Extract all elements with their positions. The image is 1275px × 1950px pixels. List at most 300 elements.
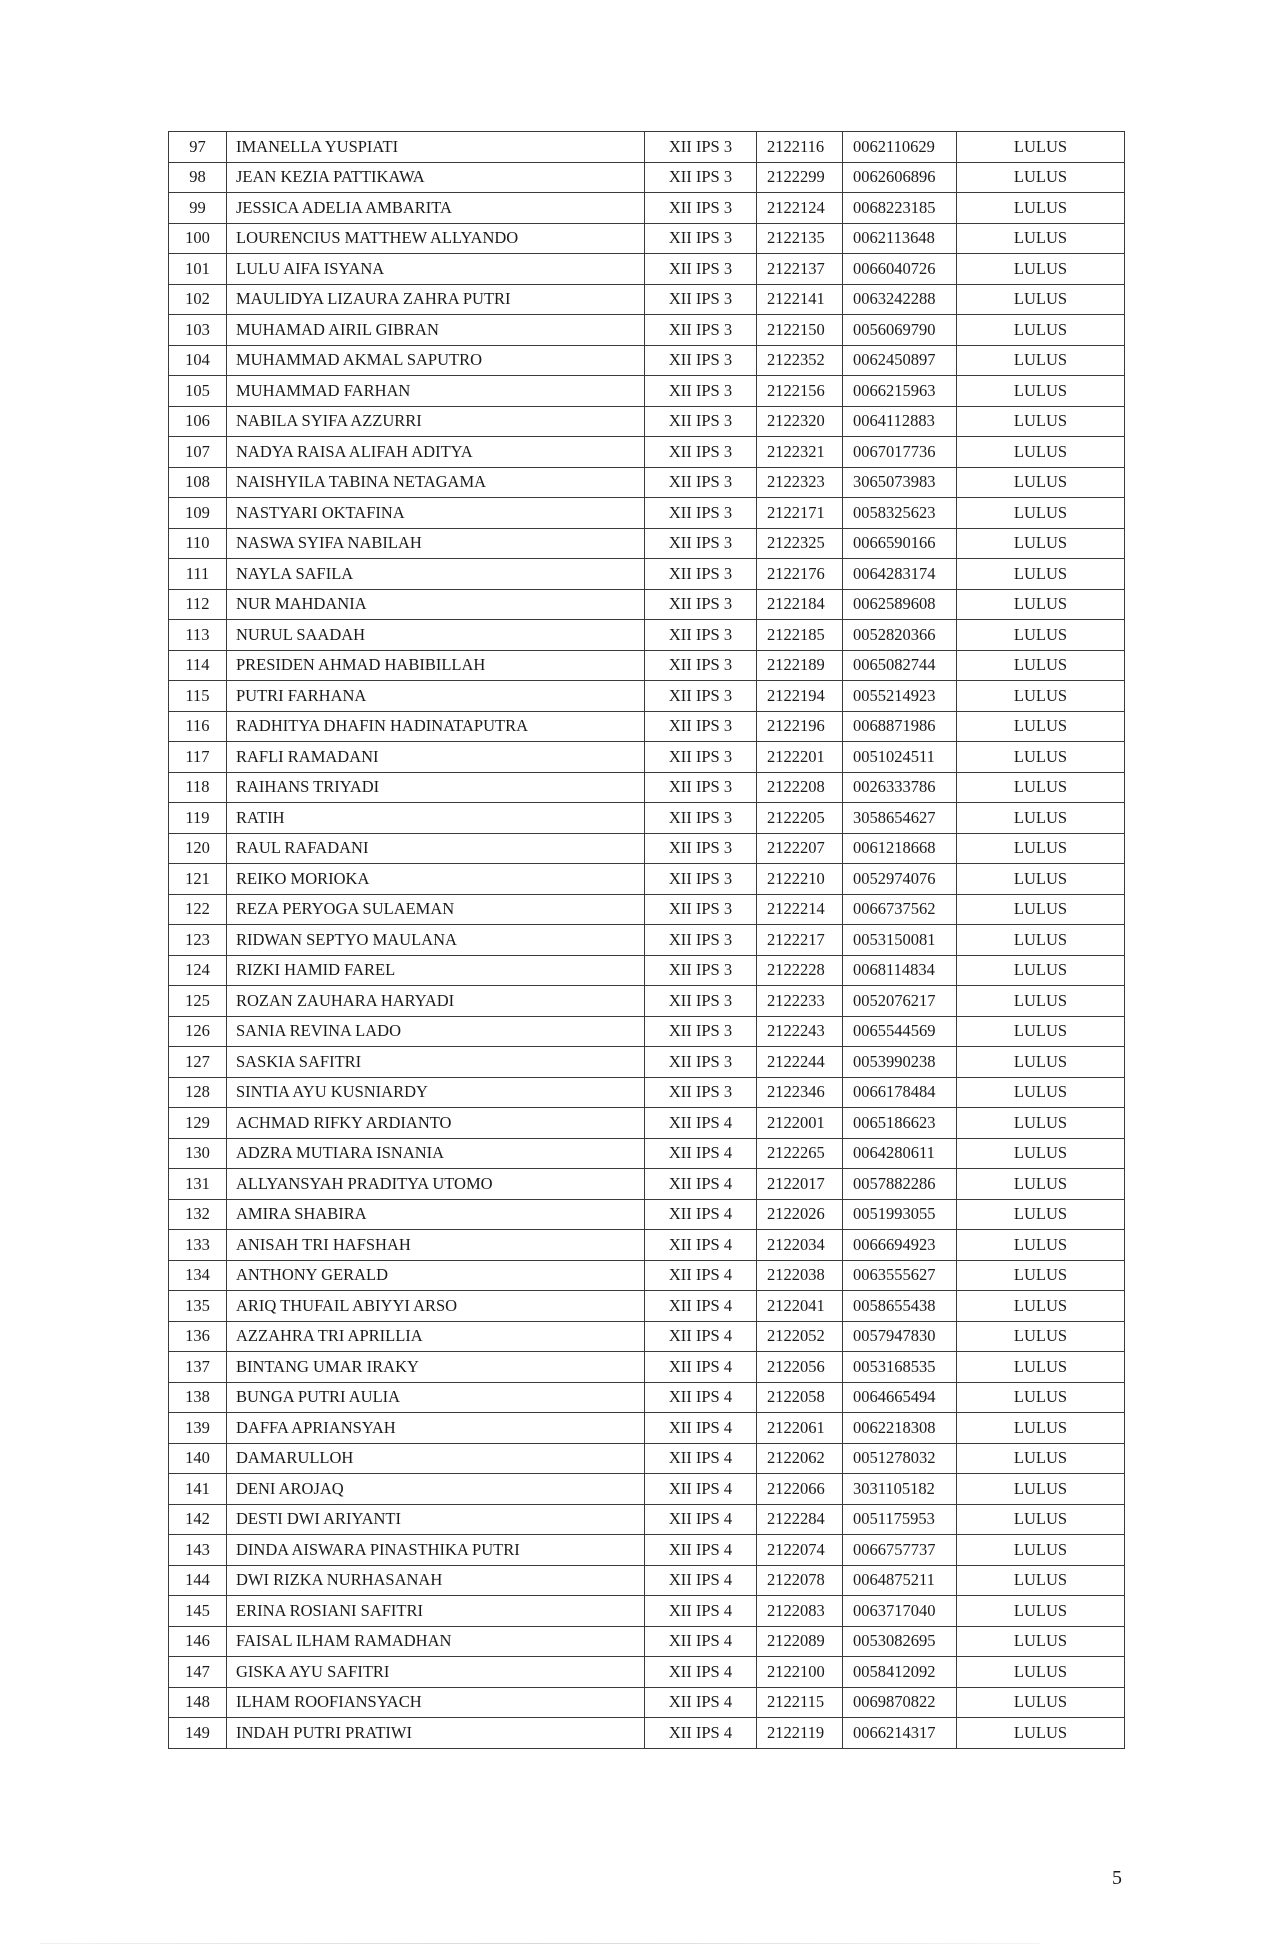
status-cell: LULUS: [957, 376, 1125, 407]
graduation-results-table: [168, 131, 1125, 1749]
page-number: 5: [1112, 1867, 1122, 1889]
class-cell: XII IPS 3: [645, 1047, 757, 1078]
row-number-cell: 115: [169, 681, 227, 712]
row-number-cell: 139: [169, 1413, 227, 1444]
nis-cell: 2122299: [757, 162, 843, 193]
status-cell: LULUS: [957, 132, 1125, 163]
row-number-cell: 142: [169, 1504, 227, 1535]
status-cell: LULUS: [957, 894, 1125, 925]
status-cell: LULUS: [957, 467, 1125, 498]
class-cell: XII IPS 4: [645, 1474, 757, 1505]
nis-cell: 2122217: [757, 925, 843, 956]
status-cell: LULUS: [957, 1718, 1125, 1749]
table-row: [169, 1138, 1125, 1169]
class-cell: XII IPS 4: [645, 1352, 757, 1383]
row-number-cell: 110: [169, 528, 227, 559]
status-cell: LULUS: [957, 772, 1125, 803]
status-cell: LULUS: [957, 498, 1125, 529]
status-cell: LULUS: [957, 223, 1125, 254]
table-row: [169, 1382, 1125, 1413]
student-name-cell: DAMARULLOH: [227, 1443, 645, 1474]
table-row: [169, 1047, 1125, 1078]
student-name-cell: ADZRA MUTIARA ISNANIA: [227, 1138, 645, 1169]
nis-cell: 2122214: [757, 894, 843, 925]
table-row: [169, 223, 1125, 254]
nisn-cell: 0062113648: [843, 223, 957, 254]
row-number-cell: 128: [169, 1077, 227, 1108]
table-row: [169, 772, 1125, 803]
student-name-cell: NUR MAHDANIA: [227, 589, 645, 620]
nisn-cell: 0058412092: [843, 1657, 957, 1688]
nisn-cell: 0061218668: [843, 833, 957, 864]
class-cell: XII IPS 4: [645, 1596, 757, 1627]
class-cell: XII IPS 4: [645, 1657, 757, 1688]
student-name-cell: ARIQ THUFAIL ABIYYI ARSO: [227, 1291, 645, 1322]
status-cell: LULUS: [957, 925, 1125, 956]
class-cell: XII IPS 4: [645, 1504, 757, 1535]
table-row: [169, 1260, 1125, 1291]
table-row: [169, 376, 1125, 407]
row-number-cell: 118: [169, 772, 227, 803]
student-name-cell: ANTHONY GERALD: [227, 1260, 645, 1291]
row-number-cell: 140: [169, 1443, 227, 1474]
table-row: [169, 254, 1125, 285]
nis-cell: 2122196: [757, 711, 843, 742]
table-row: [169, 1352, 1125, 1383]
nisn-cell: 0051024511: [843, 742, 957, 773]
class-cell: XII IPS 4: [645, 1138, 757, 1169]
row-number-cell: 108: [169, 467, 227, 498]
student-name-cell: REIKO MORIOKA: [227, 864, 645, 895]
class-cell: XII IPS 3: [645, 803, 757, 834]
nis-cell: 2122244: [757, 1047, 843, 1078]
class-cell: XII IPS 3: [645, 772, 757, 803]
nisn-cell: 0067017736: [843, 437, 957, 468]
table-row: [169, 437, 1125, 468]
table-row: [169, 681, 1125, 712]
row-number-cell: 130: [169, 1138, 227, 1169]
nis-cell: 2122100: [757, 1657, 843, 1688]
nis-cell: 2122184: [757, 589, 843, 620]
table-row: [169, 1504, 1125, 1535]
status-cell: LULUS: [957, 1565, 1125, 1596]
table-body: [169, 132, 1125, 1749]
nis-cell: 2122265: [757, 1138, 843, 1169]
nisn-cell: 0055214923: [843, 681, 957, 712]
nis-cell: 2122176: [757, 559, 843, 590]
status-cell: LULUS: [957, 1169, 1125, 1200]
nisn-cell: 0065544569: [843, 1016, 957, 1047]
nis-cell: 2122321: [757, 437, 843, 468]
nisn-cell: 0053990238: [843, 1047, 957, 1078]
student-name-cell: SINTIA AYU KUSNIARDY: [227, 1077, 645, 1108]
table-row: [169, 589, 1125, 620]
table-row: [169, 1535, 1125, 1566]
status-cell: LULUS: [957, 986, 1125, 1017]
table-row: [169, 1443, 1125, 1474]
class-cell: XII IPS 3: [645, 437, 757, 468]
table-row: [169, 650, 1125, 681]
nisn-cell: 3031105182: [843, 1474, 957, 1505]
row-number-cell: 123: [169, 925, 227, 956]
nisn-cell: 0058325623: [843, 498, 957, 529]
nis-cell: 2122078: [757, 1565, 843, 1596]
row-number-cell: 97: [169, 132, 227, 163]
nis-cell: 2122056: [757, 1352, 843, 1383]
nisn-cell: 0066178484: [843, 1077, 957, 1108]
class-cell: XII IPS 3: [645, 742, 757, 773]
status-cell: LULUS: [957, 528, 1125, 559]
student-name-cell: PRESIDEN AHMAD HABIBILLAH: [227, 650, 645, 681]
nis-cell: 2122320: [757, 406, 843, 437]
student-name-cell: ANISAH TRI HAFSHAH: [227, 1230, 645, 1261]
class-cell: XII IPS 4: [645, 1199, 757, 1230]
nis-cell: 2122210: [757, 864, 843, 895]
nisn-cell: 0052820366: [843, 620, 957, 651]
nis-cell: 2122201: [757, 742, 843, 773]
student-name-cell: LOURENCIUS MATTHEW ALLYANDO: [227, 223, 645, 254]
student-name-cell: ERINA ROSIANI SAFITRI: [227, 1596, 645, 1627]
class-cell: XII IPS 3: [645, 1077, 757, 1108]
table-row: [169, 467, 1125, 498]
table-row: [169, 1016, 1125, 1047]
student-name-cell: ROZAN ZAUHARA HARYADI: [227, 986, 645, 1017]
nis-cell: 2122066: [757, 1474, 843, 1505]
class-cell: XII IPS 4: [645, 1230, 757, 1261]
nis-cell: 2122124: [757, 193, 843, 224]
class-cell: XII IPS 4: [645, 1565, 757, 1596]
nisn-cell: 0026333786: [843, 772, 957, 803]
status-cell: LULUS: [957, 742, 1125, 773]
table-row: [169, 742, 1125, 773]
nis-cell: 2122115: [757, 1687, 843, 1718]
table-row: [169, 986, 1125, 1017]
status-cell: LULUS: [957, 1382, 1125, 1413]
status-cell: LULUS: [957, 1687, 1125, 1718]
class-cell: XII IPS 4: [645, 1718, 757, 1749]
student-name-cell: BINTANG UMAR IRAKY: [227, 1352, 645, 1383]
class-cell: XII IPS 4: [645, 1169, 757, 1200]
scan-edge-line: [40, 1943, 1040, 1944]
row-number-cell: 127: [169, 1047, 227, 1078]
class-cell: XII IPS 3: [645, 864, 757, 895]
nisn-cell: 0065082744: [843, 650, 957, 681]
student-name-cell: REZA PERYOGA SULAEMAN: [227, 894, 645, 925]
row-number-cell: 134: [169, 1260, 227, 1291]
nisn-cell: 0053082695: [843, 1626, 957, 1657]
status-cell: LULUS: [957, 711, 1125, 742]
class-cell: XII IPS 3: [645, 498, 757, 529]
row-number-cell: 125: [169, 986, 227, 1017]
row-number-cell: 119: [169, 803, 227, 834]
row-number-cell: 148: [169, 1687, 227, 1718]
class-cell: XII IPS 3: [645, 528, 757, 559]
row-number-cell: 103: [169, 315, 227, 346]
student-name-cell: PUTRI FARHANA: [227, 681, 645, 712]
table-row: [169, 1687, 1125, 1718]
nis-cell: 2122150: [757, 315, 843, 346]
student-name-cell: DWI RIZKA NURHASANAH: [227, 1565, 645, 1596]
nisn-cell: 0065186623: [843, 1108, 957, 1139]
nis-cell: 2122243: [757, 1016, 843, 1047]
table-row: [169, 528, 1125, 559]
table-row: [169, 132, 1125, 163]
class-cell: XII IPS 4: [645, 1626, 757, 1657]
row-number-cell: 104: [169, 345, 227, 376]
row-number-cell: 124: [169, 955, 227, 986]
status-cell: LULUS: [957, 1138, 1125, 1169]
class-cell: XII IPS 4: [645, 1382, 757, 1413]
nisn-cell: 0062110629: [843, 132, 957, 163]
nis-cell: 2122017: [757, 1169, 843, 1200]
row-number-cell: 131: [169, 1169, 227, 1200]
class-cell: XII IPS 3: [645, 162, 757, 193]
status-cell: LULUS: [957, 589, 1125, 620]
class-cell: XII IPS 3: [645, 894, 757, 925]
class-cell: XII IPS 3: [645, 345, 757, 376]
nisn-cell: 0068223185: [843, 193, 957, 224]
row-number-cell: 114: [169, 650, 227, 681]
table-row: [169, 1108, 1125, 1139]
row-number-cell: 101: [169, 254, 227, 285]
nisn-cell: 0052076217: [843, 986, 957, 1017]
nis-cell: 2122062: [757, 1443, 843, 1474]
nisn-cell: 0053168535: [843, 1352, 957, 1383]
row-number-cell: 100: [169, 223, 227, 254]
table-row: [169, 559, 1125, 590]
class-cell: XII IPS 3: [645, 467, 757, 498]
nis-cell: 2122194: [757, 681, 843, 712]
status-cell: LULUS: [957, 1199, 1125, 1230]
row-number-cell: 136: [169, 1321, 227, 1352]
table-row: [169, 925, 1125, 956]
row-number-cell: 117: [169, 742, 227, 773]
nis-cell: 2122171: [757, 498, 843, 529]
table-row: [169, 1413, 1125, 1444]
table-row: [169, 1291, 1125, 1322]
student-name-cell: RATIH: [227, 803, 645, 834]
row-number-cell: 126: [169, 1016, 227, 1047]
nis-cell: 2122284: [757, 1504, 843, 1535]
student-name-cell: JEAN KEZIA PATTIKAWA: [227, 162, 645, 193]
row-number-cell: 98: [169, 162, 227, 193]
row-number-cell: 120: [169, 833, 227, 864]
student-name-cell: FAISAL ILHAM RAMADHAN: [227, 1626, 645, 1657]
row-number-cell: 144: [169, 1565, 227, 1596]
table-row: [169, 803, 1125, 834]
student-name-cell: DINDA AISWARA PINASTHIKA PUTRI: [227, 1535, 645, 1566]
class-cell: XII IPS 3: [645, 986, 757, 1017]
status-cell: LULUS: [957, 315, 1125, 346]
student-name-cell: MUHAMMAD AKMAL SAPUTRO: [227, 345, 645, 376]
status-cell: LULUS: [957, 254, 1125, 285]
table-row: [169, 162, 1125, 193]
nis-cell: 2122041: [757, 1291, 843, 1322]
class-cell: XII IPS 3: [645, 620, 757, 651]
status-cell: LULUS: [957, 1260, 1125, 1291]
row-number-cell: 122: [169, 894, 227, 925]
status-cell: LULUS: [957, 1596, 1125, 1627]
student-name-cell: NASTYARI OKTAFINA: [227, 498, 645, 529]
table-row: [169, 406, 1125, 437]
nisn-cell: 0068114834: [843, 955, 957, 986]
nisn-cell: 3058654627: [843, 803, 957, 834]
student-name-cell: NAISHYILA TABINA NETAGAMA: [227, 467, 645, 498]
class-cell: XII IPS 3: [645, 315, 757, 346]
class-cell: XII IPS 4: [645, 1535, 757, 1566]
student-name-cell: JESSICA ADELIA AMBARITA: [227, 193, 645, 224]
nisn-cell: 0051278032: [843, 1443, 957, 1474]
student-name-cell: AZZAHRA TRI APRILLIA: [227, 1321, 645, 1352]
student-name-cell: LULU AIFA ISYANA: [227, 254, 645, 285]
table-row: [169, 498, 1125, 529]
table-row: [169, 711, 1125, 742]
nisn-cell: 0062589608: [843, 589, 957, 620]
nis-cell: 2122026: [757, 1199, 843, 1230]
table-row: [169, 1230, 1125, 1261]
row-number-cell: 133: [169, 1230, 227, 1261]
student-name-cell: ILHAM ROOFIANSYACH: [227, 1687, 645, 1718]
nis-cell: 2122156: [757, 376, 843, 407]
class-cell: XII IPS 3: [645, 833, 757, 864]
status-cell: LULUS: [957, 406, 1125, 437]
nis-cell: 2122205: [757, 803, 843, 834]
nisn-cell: 0069870822: [843, 1687, 957, 1718]
nisn-cell: 0051993055: [843, 1199, 957, 1230]
row-number-cell: 145: [169, 1596, 227, 1627]
nisn-cell: 0063555627: [843, 1260, 957, 1291]
nis-cell: 2122141: [757, 284, 843, 315]
student-name-cell: NASWA SYIFA NABILAH: [227, 528, 645, 559]
nisn-cell: 0066590166: [843, 528, 957, 559]
status-cell: LULUS: [957, 1535, 1125, 1566]
nis-cell: 2122034: [757, 1230, 843, 1261]
nis-cell: 2122038: [757, 1260, 843, 1291]
status-cell: LULUS: [957, 345, 1125, 376]
nisn-cell: 0063717040: [843, 1596, 957, 1627]
nisn-cell: 0068871986: [843, 711, 957, 742]
table-row: [169, 833, 1125, 864]
status-cell: LULUS: [957, 955, 1125, 986]
nisn-cell: 3065073983: [843, 467, 957, 498]
status-cell: LULUS: [957, 1230, 1125, 1261]
row-number-cell: 137: [169, 1352, 227, 1383]
student-name-cell: RAFLI RAMADANI: [227, 742, 645, 773]
nis-cell: 2122352: [757, 345, 843, 376]
nisn-cell: 0062450897: [843, 345, 957, 376]
table-row: [169, 284, 1125, 315]
table-row: [169, 1565, 1125, 1596]
status-cell: LULUS: [957, 1321, 1125, 1352]
nis-cell: 2122135: [757, 223, 843, 254]
status-cell: LULUS: [957, 284, 1125, 315]
row-number-cell: 105: [169, 376, 227, 407]
class-cell: XII IPS 3: [645, 223, 757, 254]
student-name-cell: ACHMAD RIFKY ARDIANTO: [227, 1108, 645, 1139]
class-cell: XII IPS 3: [645, 1016, 757, 1047]
status-cell: LULUS: [957, 1016, 1125, 1047]
table-row: [169, 1657, 1125, 1688]
status-cell: LULUS: [957, 1474, 1125, 1505]
table-row: [169, 345, 1125, 376]
nis-cell: 2122052: [757, 1321, 843, 1352]
student-name-cell: RAIHANS TRIYADI: [227, 772, 645, 803]
student-name-cell: NAYLA SAFILA: [227, 559, 645, 590]
status-cell: LULUS: [957, 833, 1125, 864]
table-row: [169, 1596, 1125, 1627]
nisn-cell: 0066737562: [843, 894, 957, 925]
nisn-cell: 0053150081: [843, 925, 957, 956]
table-row: [169, 1626, 1125, 1657]
table-row: [169, 1474, 1125, 1505]
nisn-cell: 0066757737: [843, 1535, 957, 1566]
nisn-cell: 0066694923: [843, 1230, 957, 1261]
student-name-cell: INDAH PUTRI PRATIWI: [227, 1718, 645, 1749]
class-cell: XII IPS 3: [645, 559, 757, 590]
student-name-cell: IMANELLA YUSPIATI: [227, 132, 645, 163]
nisn-cell: 0066214317: [843, 1718, 957, 1749]
status-cell: LULUS: [957, 803, 1125, 834]
row-number-cell: 149: [169, 1718, 227, 1749]
student-name-cell: MUHAMAD AIRIL GIBRAN: [227, 315, 645, 346]
status-cell: LULUS: [957, 1108, 1125, 1139]
table-row: [169, 315, 1125, 346]
student-name-cell: DENI AROJAQ: [227, 1474, 645, 1505]
class-cell: XII IPS 3: [645, 589, 757, 620]
row-number-cell: 116: [169, 711, 227, 742]
row-number-cell: 112: [169, 589, 227, 620]
class-cell: XII IPS 3: [645, 711, 757, 742]
row-number-cell: 138: [169, 1382, 227, 1413]
status-cell: LULUS: [957, 437, 1125, 468]
nisn-cell: 0057947830: [843, 1321, 957, 1352]
status-cell: LULUS: [957, 1657, 1125, 1688]
class-cell: XII IPS 3: [645, 406, 757, 437]
student-name-cell: NURUL SAADAH: [227, 620, 645, 651]
nis-cell: 2122074: [757, 1535, 843, 1566]
class-cell: XII IPS 3: [645, 681, 757, 712]
class-cell: XII IPS 4: [645, 1260, 757, 1291]
class-cell: XII IPS 3: [645, 955, 757, 986]
table-row: [169, 1199, 1125, 1230]
status-cell: LULUS: [957, 864, 1125, 895]
nisn-cell: 0066040726: [843, 254, 957, 285]
row-number-cell: 135: [169, 1291, 227, 1322]
class-cell: XII IPS 3: [645, 254, 757, 285]
row-number-cell: 143: [169, 1535, 227, 1566]
status-cell: LULUS: [957, 559, 1125, 590]
status-cell: LULUS: [957, 681, 1125, 712]
student-name-cell: DESTI DWI ARIYANTI: [227, 1504, 645, 1535]
nis-cell: 2122089: [757, 1626, 843, 1657]
row-number-cell: 141: [169, 1474, 227, 1505]
status-cell: LULUS: [957, 1047, 1125, 1078]
class-cell: XII IPS 4: [645, 1413, 757, 1444]
nis-cell: 2122346: [757, 1077, 843, 1108]
status-cell: LULUS: [957, 650, 1125, 681]
student-name-cell: ALLYANSYAH PRADITYA UTOMO: [227, 1169, 645, 1200]
nis-cell: 2122228: [757, 955, 843, 986]
row-number-cell: 146: [169, 1626, 227, 1657]
nisn-cell: 0064112883: [843, 406, 957, 437]
table-row: [169, 620, 1125, 651]
student-name-cell: DAFFA APRIANSYAH: [227, 1413, 645, 1444]
status-cell: LULUS: [957, 193, 1125, 224]
nisn-cell: 0066215963: [843, 376, 957, 407]
student-name-cell: AMIRA SHABIRA: [227, 1199, 645, 1230]
row-number-cell: 129: [169, 1108, 227, 1139]
nis-cell: 2122058: [757, 1382, 843, 1413]
